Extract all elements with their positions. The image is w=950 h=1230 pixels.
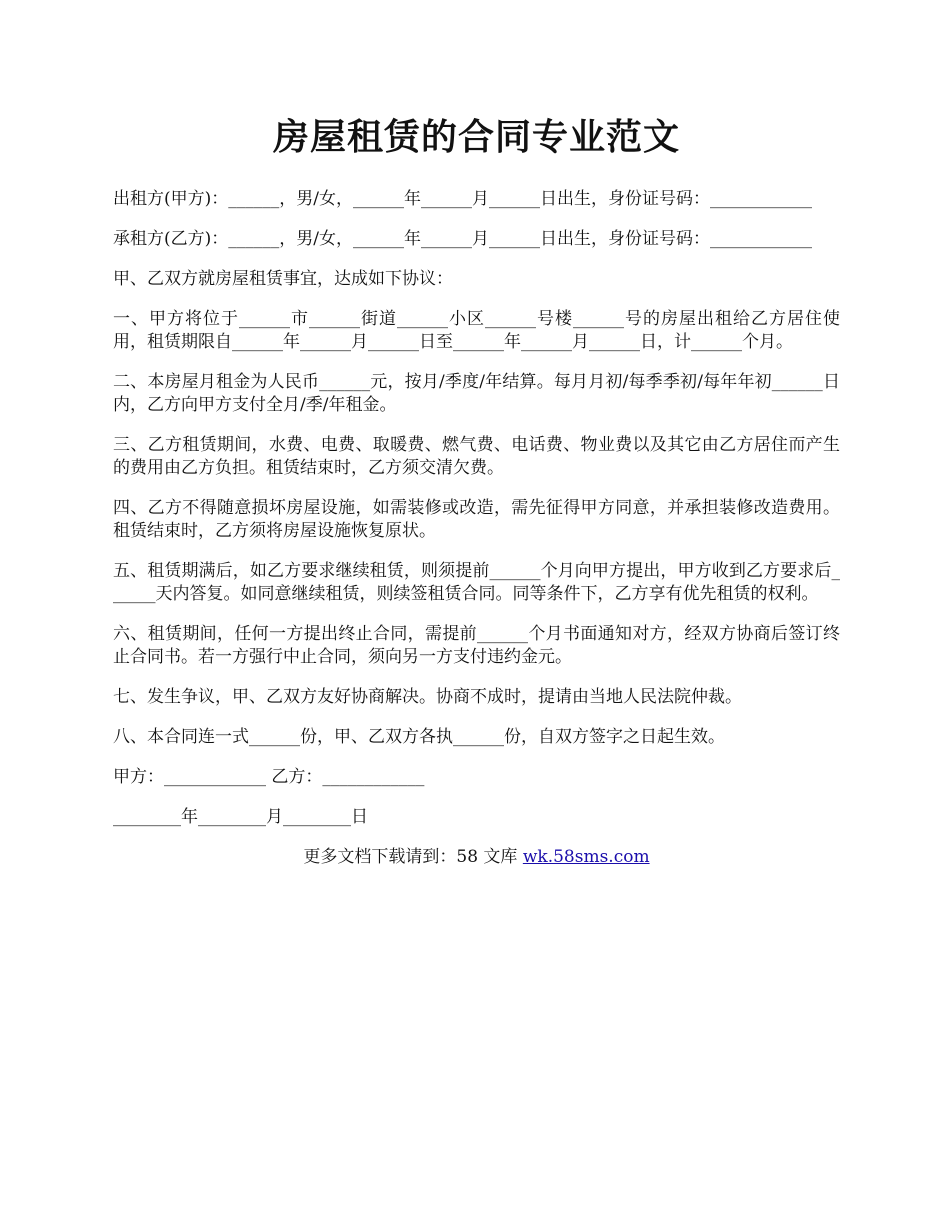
date-line: ________年________月________日 xyxy=(113,807,368,827)
lessee-info-paragraph: 承租方(乙方)：______，男/女，______年______月______日出生，身份证号码：____________ xyxy=(113,229,812,249)
agreement-intro-paragraph: 甲、乙双方就房屋租赁事宜，达成如下协议： xyxy=(113,269,453,289)
footer xyxy=(113,846,840,869)
lessor-info-paragraph: 出租方(甲方)：______，男/女，______年______月______日出生，身份证号码：____________ xyxy=(113,189,812,209)
clause-4-paragraph: 四、乙方不得随意损坏房屋设施，如需装修或改造，需先征得甲方同意，并承担装修改造费用。租赁结束时，乙方须将房屋设施恢复原状。 xyxy=(113,498,840,541)
clause-8-paragraph: 八、本合同连一式______份，甲、乙双方各执______份，自双方签字之日起生效。 xyxy=(113,727,725,747)
document-page xyxy=(113,108,840,869)
signature-line: 甲方：____________ 乙方：____________ xyxy=(113,767,425,787)
clause-3-paragraph: 三、乙方租赁期间，水费、电费、取暖费、燃气费、电话费、物业费以及其它由乙方居住而产生的费用由乙方负担。租赁结束时，乙方须交清欠费。 xyxy=(113,435,840,478)
clause-7-paragraph: 七、发生争议，甲、乙双方友好协商解决。协商不成时，提请由当地人民法院仲裁。 xyxy=(113,687,742,707)
clause-1-paragraph: 一、甲方将位于______市______街道______小区______号楼______号的房屋出租给乙方居住使用，租赁期限自______年______月______日至______年______月______日，计______个月。 xyxy=(113,309,840,352)
clause-6-paragraph: 六、租赁期间，任何一方提出终止合同，需提前______个月书面通知对方，经双方协商后签订终止合同书。若一方强行中止合同，须向另一方支付违约金元。 xyxy=(113,624,840,667)
clause-5-paragraph: 五、租赁期满后，如乙方要求继续租赁，则须提前______个月向甲方提出，甲方收到乙方要求后______天内答复。如同意继续租赁，则续签租赁合同。同等条件下，乙方享有优先租赁的权利。 xyxy=(113,561,840,604)
document-title: 房屋租赁的合同专业范文 xyxy=(272,116,680,158)
clause-2-paragraph: 二、本房屋月租金为人民币______元，按月/季度/年结算。每月月初/每季季初/每年年初______日内，乙方向甲方支付全月/季/年租金。 xyxy=(113,372,840,415)
footer-link[interactable]: wk.58sms.com xyxy=(522,847,650,867)
footer-text: 更多文档下载请到：58 文库 xyxy=(303,847,523,867)
